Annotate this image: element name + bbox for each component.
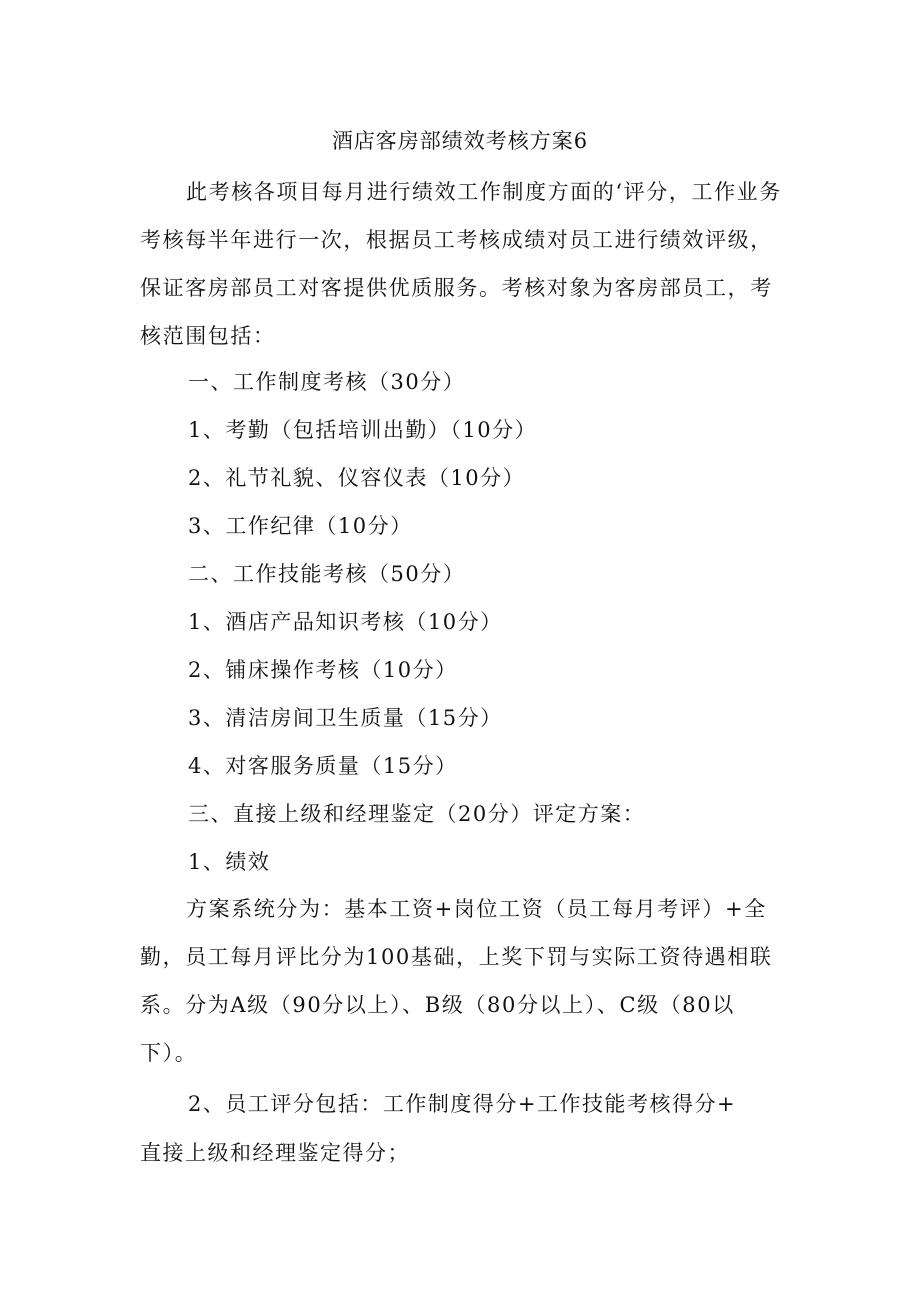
item-room-cleaning: 3、清洁房间卫生质量（15分） <box>188 706 503 730</box>
scheme-paragraph: 方案系统分为：基本工资+岗位工资（员工每月考评）+全勤，员工每月评比分为100基础，上奖下罚与实际工资待遇相联系。分为A级（90分以上）、B级（80分以上）、C级（80以下）。 <box>140 897 773 1065</box>
item-guest-service: 4、对客服务质量（15分） <box>188 754 458 778</box>
item-discipline: 3、工作纪律（10分） <box>188 514 413 538</box>
intro-paragraph: 此考核各项目每月进行绩效工作制度方面的‘评分，工作业务考核每半年进行一次，根据员工考核成绩对员工进行绩效评级，保证客房部员工对客提供优质服务。考核对象为客房部员工，考核范围包括： <box>140 180 782 348</box>
section-2-heading: 二、工作技能考核（50分） <box>188 562 466 586</box>
score-line-2: 直接上级和经理鉴定得分； <box>140 1141 410 1165</box>
item-attendance: 1、考勤（包括培训出勤）（10分） <box>188 418 538 442</box>
item-bed-making: 2、铺床操作考核（10分） <box>188 658 458 682</box>
score-line-1: 2、员工评分包括：工作制度得分+工作技能考核得分+ <box>188 1092 737 1116</box>
section-1-heading: 一、工作制度考核（30分） <box>188 370 466 394</box>
item-product-knowledge: 1、酒店产品知识考核（10分） <box>188 610 503 634</box>
item-performance: 1、绩效 <box>188 850 271 874</box>
item-etiquette: 2、礼节礼貌、仪容仪表（10分） <box>188 466 526 490</box>
section-3-heading: 三、直接上级和经理鉴定（20分）评定方案： <box>188 802 646 826</box>
document-title: 酒店客房部绩效考核方案6 <box>331 129 589 153</box>
